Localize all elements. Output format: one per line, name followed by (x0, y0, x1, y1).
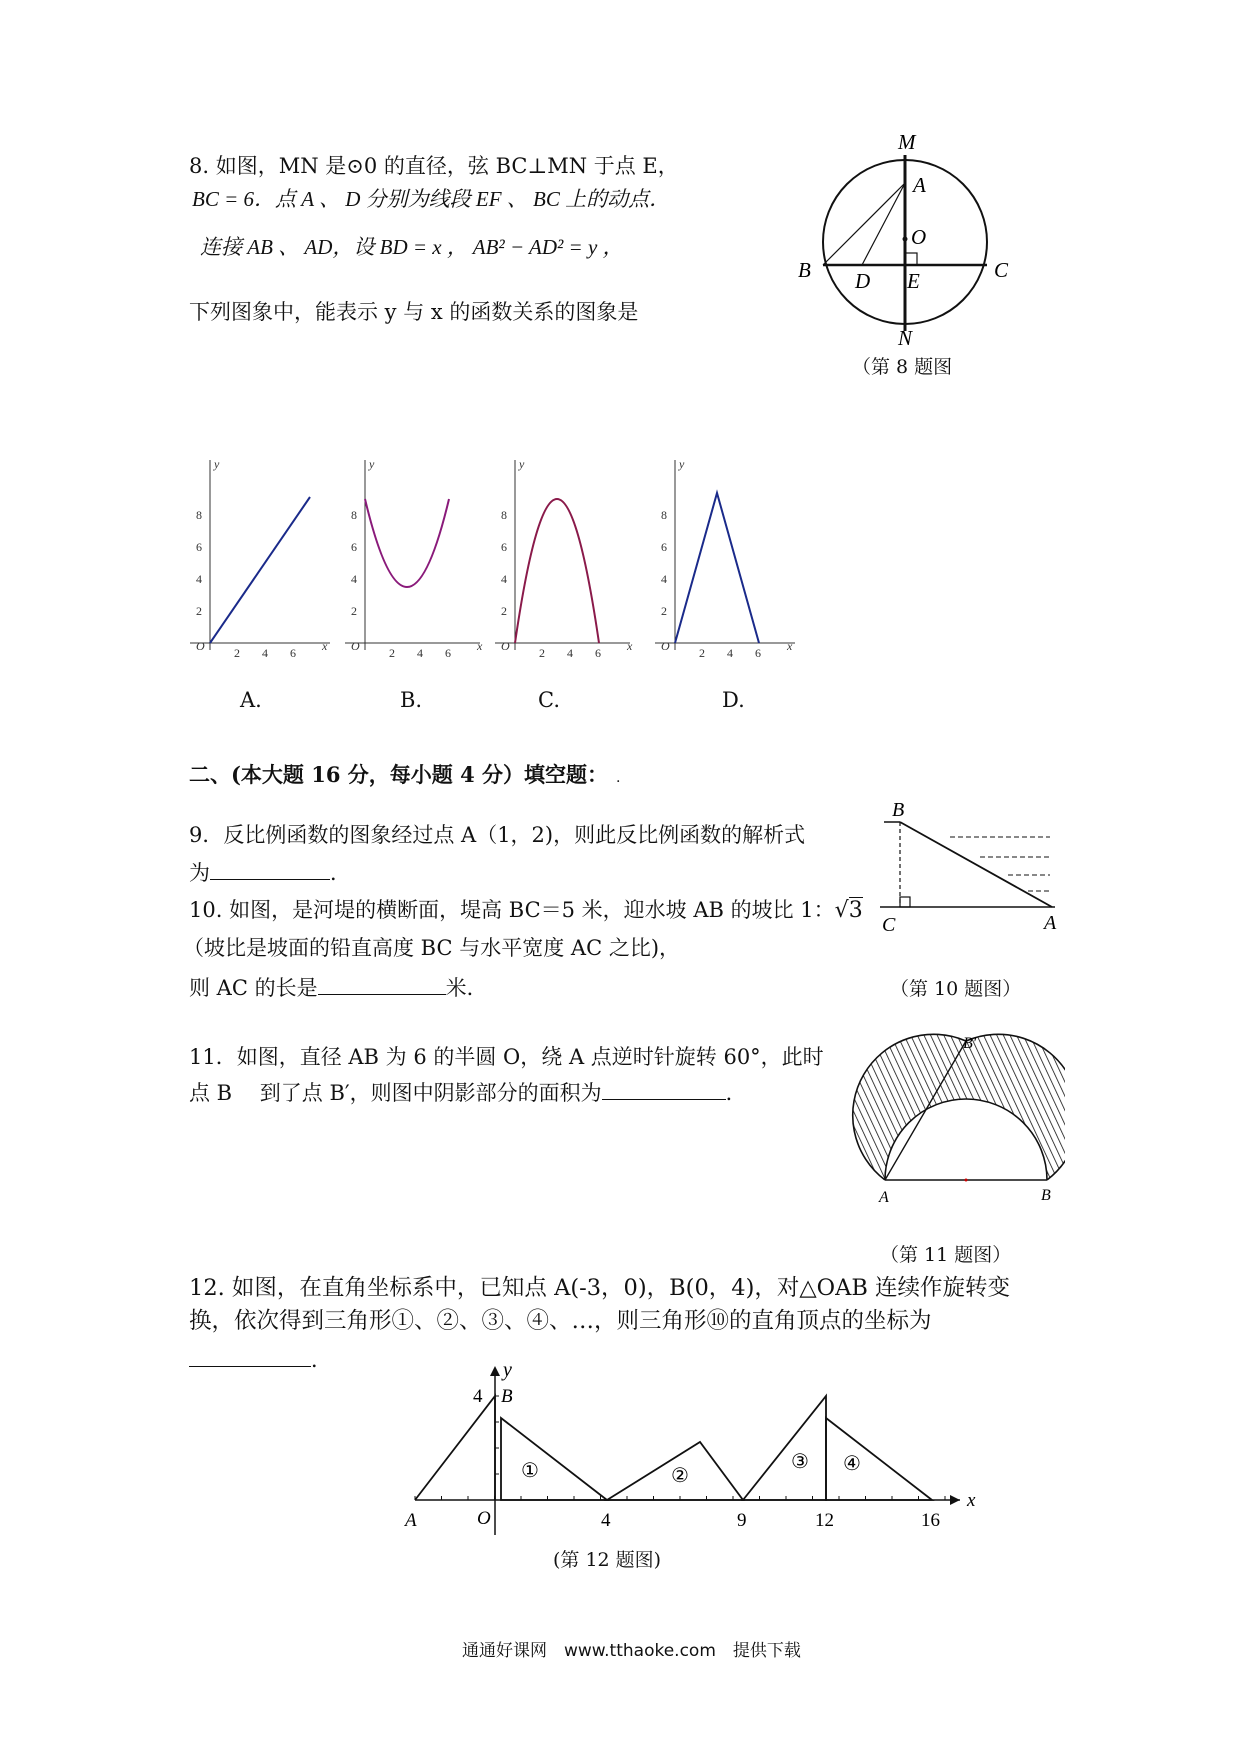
graph-B (345, 460, 480, 650)
graph-y-tick: 8 (661, 508, 667, 522)
graph-y-tick: 4 (661, 572, 667, 586)
graph-y-label: y (369, 457, 375, 471)
q8-label-B: B (798, 258, 811, 282)
graph-x-tick: 2 (389, 646, 395, 660)
graph-y-label: y (214, 457, 220, 471)
q12-line1: 12. 如图，在直角坐标系中，已知点 A(-3，0)，B(0，4)，对△OAB 连续作旋转变 (189, 1275, 1011, 1301)
q11-label-Bprime: B′ (963, 1035, 977, 1052)
graph-origin-label: O (196, 639, 205, 653)
q8-option-D: D. (722, 688, 745, 712)
graph-x-tick: 6 (755, 646, 761, 660)
q12-label-4: 4 (473, 1386, 483, 1407)
graph-x-tick: 4 (727, 646, 733, 660)
graph-x-tick: 6 (445, 646, 451, 660)
q12-label-B: B (501, 1386, 513, 1407)
q12-triangle-4: ④ (843, 1453, 861, 1475)
graph-x-tick: 6 (595, 646, 601, 660)
graph-y-tick: 4 (501, 572, 507, 586)
q11-label-A: A (879, 1189, 889, 1206)
q11-semicircle-figure (835, 1030, 1065, 1210)
q8-line1: 8. 如图，MN 是⊙0 的直径，弦 BC⊥MN 于点 E， (189, 154, 679, 178)
q12-tick-12: 12 (815, 1510, 834, 1531)
q12-label-x: x (967, 1490, 976, 1511)
graph-y-tick: 2 (196, 604, 202, 618)
section2-title-text: 二、(本大题 16 分，每小题 4 分）填空题： (189, 762, 609, 787)
graph-y-tick: 8 (501, 508, 507, 522)
q10-prefix: 则 AC 的长是 (189, 976, 318, 1000)
graph-y-tick: 6 (661, 540, 667, 554)
q12-triangle-1: ① (521, 1460, 539, 1482)
q9-line1: 9．反比例函数的图象经过点 A（1，2)，则此反比例函数的解析式 (189, 823, 806, 847)
q8-label-D: D (855, 269, 871, 293)
q8-option-C: C. (538, 688, 560, 712)
q10-sqrt: √3 (834, 898, 863, 923)
q10-sqrt-value: 3 (848, 898, 863, 923)
q11-caption: （第 11 题图） (880, 1244, 1012, 1266)
q10-answer-blank[interactable] (318, 973, 446, 995)
q12-label-A: A (405, 1510, 417, 1531)
q10-line3 (189, 973, 488, 1001)
q12-tick-9: 9 (737, 1510, 747, 1531)
q10-label-B: B (892, 799, 905, 821)
graph-y-tick: 4 (351, 572, 357, 586)
graph-A (190, 460, 330, 650)
q10-label-A: A (1044, 912, 1057, 934)
q8-label-O: O (911, 225, 927, 249)
graph-y-tick: 2 (351, 604, 357, 618)
graph-y-tick: 6 (501, 540, 507, 554)
q8-label-A: A (913, 173, 926, 197)
graph-x-tick: 2 (539, 646, 545, 660)
q12-line2: 换，依次得到三角形①、②、③、④、…，则三角形⑩的直角顶点的坐标为 (189, 1308, 932, 1334)
q8-circle-figure (790, 125, 1020, 350)
q10-label-C: C (882, 914, 896, 936)
section2-trail: . (616, 770, 621, 786)
q8-label-N: N (898, 326, 913, 350)
q12-caption: (第 12 题图) (553, 1549, 662, 1571)
q8-option-graphs (190, 455, 830, 670)
q12-rotation-figure (395, 1360, 985, 1545)
graph-x-label: x (322, 639, 328, 653)
q11-suffix: ． (725, 1081, 747, 1105)
q10-line1 (189, 898, 863, 924)
q8-label-M: M (898, 130, 916, 154)
q11-line2 (189, 1078, 747, 1106)
graph-x-label: x (627, 639, 633, 653)
graph-D (655, 460, 795, 650)
q12-triangle-2: ② (671, 1465, 689, 1487)
graph-x-label: x (787, 639, 793, 653)
section2-title (189, 762, 620, 787)
graph-origin-label: O (661, 639, 670, 653)
q8-option-A: A. (240, 688, 262, 712)
q12-line3 (189, 1345, 332, 1373)
q9-suffix: ． (330, 861, 351, 885)
q12-tick-16: 16 (921, 1510, 940, 1531)
graph-y-tick: 8 (196, 508, 202, 522)
q12-label-y: y (503, 1360, 512, 1381)
graph-y-tick: 2 (661, 604, 667, 618)
graph-y-label: y (519, 457, 525, 471)
q8-line2: BC = 6．点 A 、 D 分别为线段 EF 、 BC 上的动点． (192, 187, 671, 211)
q10-embankment-figure (870, 795, 1070, 940)
q12-tick-4: 4 (601, 1510, 611, 1531)
q10-suffix: 米． (445, 976, 488, 1000)
q8-label-E: E (907, 269, 920, 293)
q8-line4: 下列图象中，能表示 y 与 x 的函数关系的图象是 (189, 300, 639, 324)
q8-option-B: B. (400, 688, 423, 712)
graph-y-tick: 6 (351, 540, 357, 554)
graph-y-tick: 8 (351, 508, 357, 522)
q10-line2: （坡比是坡面的铅直高度 BC 与水平宽度 AC 之比)， (183, 936, 681, 960)
q8-line3: 连接 AB 、 AD，设 BD = x ， AB² − AD² = y ， (200, 235, 624, 259)
q11-label-B: B (1041, 1187, 1051, 1204)
graph-y-label: y (679, 457, 685, 471)
footer: 通通好课网 www.tthaoke.com 提供下载 (462, 1641, 801, 1661)
q11-line1: 11．如图，直径 AB 为 6 的半圆 O，绕 A 点逆时针旋转 60°，此时 (189, 1045, 824, 1069)
q8-caption: （第 8 题图 (852, 356, 953, 378)
q8-label-C: C (994, 258, 1009, 282)
graph-C (495, 460, 630, 650)
q12-triangle-3: ③ (791, 1451, 809, 1473)
q12-answer-blank[interactable] (189, 1345, 311, 1367)
graph-origin-label: O (501, 639, 510, 653)
graph-x-tick: 2 (234, 646, 240, 660)
q12-suffix: ． (311, 1348, 332, 1372)
q11-prefix: 点 B 到了点 B′，则图中阴影部分的面积为 (189, 1081, 602, 1105)
graph-x-tick: 4 (417, 646, 423, 660)
graph-origin-label: O (351, 639, 360, 653)
graph-y-tick: 6 (196, 540, 202, 554)
graph-x-tick: 2 (699, 646, 705, 660)
graph-y-tick: 2 (501, 604, 507, 618)
graph-x-tick: 6 (290, 646, 296, 660)
graph-x-tick: 4 (567, 646, 573, 660)
q12-label-O: O (477, 1508, 491, 1529)
q9-prefix: 为 (189, 861, 210, 885)
q9-answer-blank[interactable] (210, 858, 330, 880)
q11-answer-blank[interactable] (602, 1078, 726, 1100)
q10-caption: （第 10 题图） (890, 978, 1022, 1000)
q9-line2 (189, 858, 351, 886)
q10-text: 10. 如图，是河堤的横断面，堤高 BC＝5 米，迎水坡 AB 的坡比 1： (189, 898, 835, 922)
graph-x-label: x (477, 639, 483, 653)
graph-y-tick: 4 (196, 572, 202, 586)
graph-x-tick: 4 (262, 646, 268, 660)
